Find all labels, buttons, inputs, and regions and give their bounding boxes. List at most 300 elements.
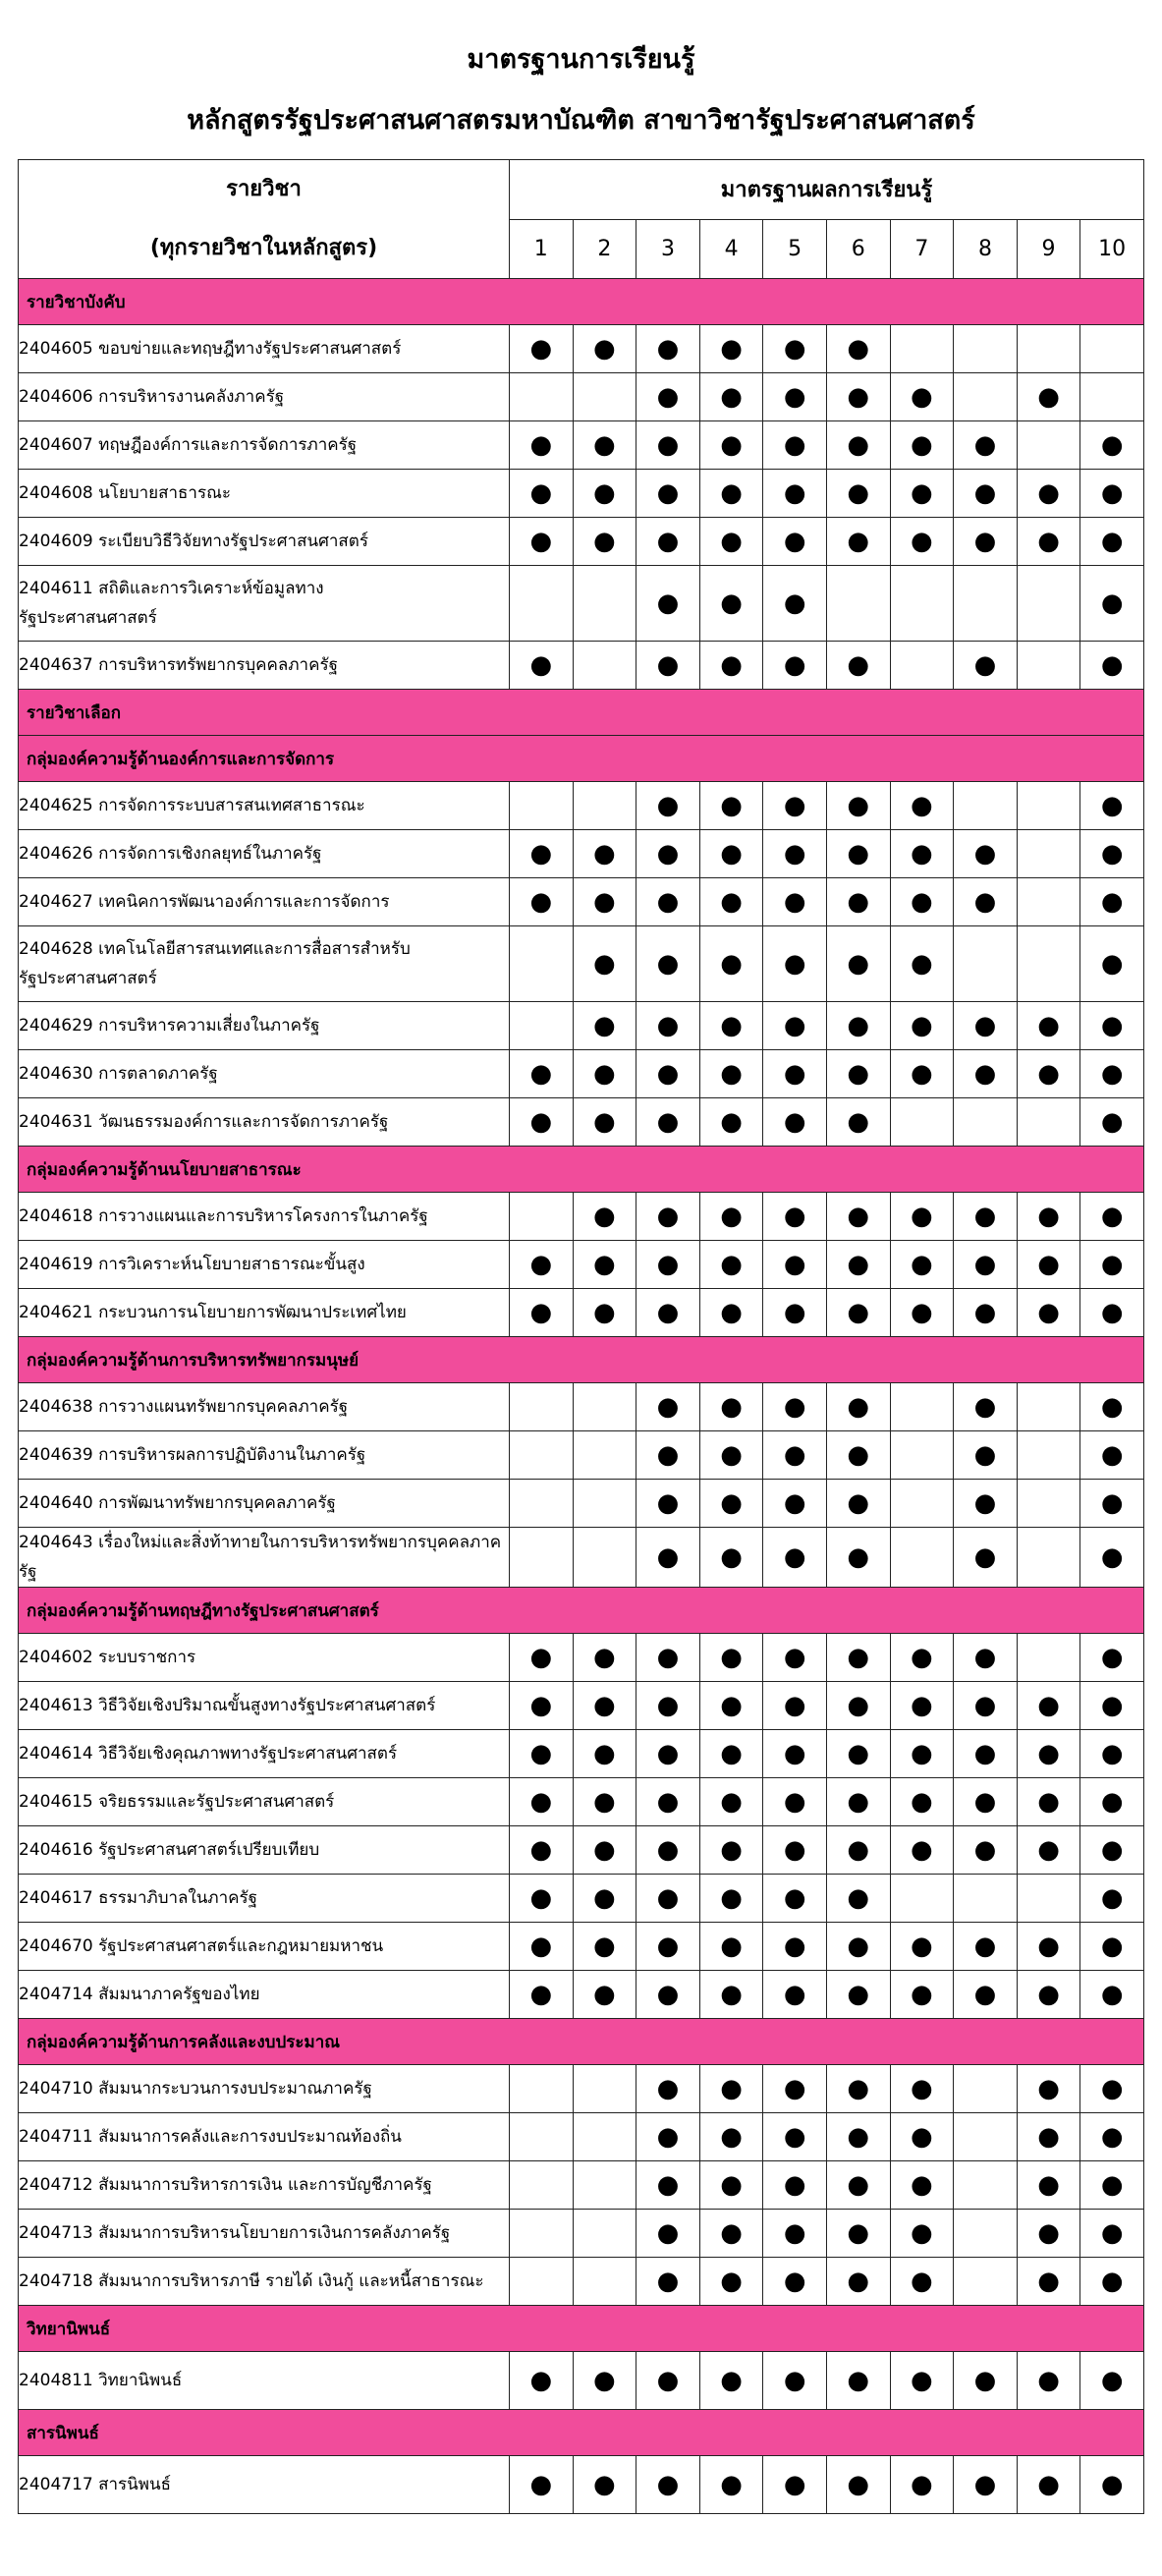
- course-name-line: 2404602 ระบบราชการ: [19, 1648, 196, 1667]
- standard-mark-dot: ●: [763, 1289, 827, 1337]
- course-row: [19, 421, 1144, 470]
- course-name-line: 2404625 การจัดการระบบสารสนเทศสาธารณะ: [19, 796, 365, 815]
- standard-mark-dot: ●: [954, 1050, 1018, 1098]
- standard-mark-dot: ●: [636, 1634, 700, 1682]
- standard-mark-dot: ●: [699, 2161, 763, 2210]
- course-row: [19, 1241, 1144, 1289]
- standard-mark-dot: ●: [1080, 1826, 1144, 1875]
- standard-mark-empty: [510, 373, 574, 421]
- standard-mark-dot: ●: [826, 2065, 890, 2113]
- standard-mark-dot: ●: [763, 518, 827, 566]
- standard-mark-dot: ●: [890, 518, 954, 566]
- course-row: [19, 470, 1144, 518]
- standard-mark-dot: ●: [763, 1682, 827, 1730]
- course-name: [19, 1002, 510, 1050]
- standard-mark-empty: [1017, 1875, 1080, 1923]
- course-row: [19, 2258, 1144, 2306]
- standard-mark-dot: ●: [573, 1634, 636, 1682]
- standard-mark-dot: ●: [763, 2258, 827, 2306]
- course-name: [19, 470, 510, 518]
- standard-mark-dot: ●: [1017, 1971, 1080, 2019]
- standard-mark-empty: [954, 782, 1018, 830]
- standard-mark-dot: ●: [699, 1289, 763, 1337]
- course-name: [19, 2456, 510, 2514]
- subject-column-header: [19, 160, 510, 279]
- standard-mark-empty: [510, 2113, 574, 2161]
- standard-mark-dot: ●: [890, 2210, 954, 2258]
- standard-mark-dot: ●: [699, 1098, 763, 1147]
- standard-mark-dot: ●: [636, 1730, 700, 1778]
- section-header-row: [19, 736, 1144, 782]
- course-row: [19, 1002, 1144, 1050]
- section-header-row: [19, 279, 1144, 325]
- course-name: [19, 1383, 510, 1431]
- standard-mark-dot: ●: [890, 373, 954, 421]
- course-name-line: 2404637 การบริหารทรัพยากรบุคคลภาครัฐ: [19, 655, 338, 675]
- standard-mark-dot: ●: [636, 470, 700, 518]
- standard-mark-dot: ●: [573, 2456, 636, 2514]
- standard-mark-dot: ●: [890, 1634, 954, 1682]
- standard-mark-empty: [890, 566, 954, 642]
- section-label: กลุ่มองค์ความรู้ด้านองค์การและการจัดการ: [19, 736, 1144, 782]
- course-name-line: 2404606 การบริหารงานคลังภาครัฐ: [19, 387, 285, 407]
- standard-mark-dot: ●: [636, 325, 700, 373]
- standard-mark-dot: ●: [826, 1480, 890, 1528]
- standard-mark-dot: ●: [890, 1826, 954, 1875]
- course-name-line: 2404640 การพัฒนาทรัพยากรบุคคลภาครัฐ: [19, 1493, 336, 1513]
- course-row: [19, 1383, 1144, 1431]
- standard-mark-dot: ●: [510, 1971, 574, 2019]
- standard-mark-dot: ●: [890, 2456, 954, 2514]
- standard-mark-dot: ●: [954, 1002, 1018, 1050]
- course-name: [19, 1241, 510, 1289]
- standard-mark-dot: ●: [573, 518, 636, 566]
- standard-mark-dot: ●: [890, 2113, 954, 2161]
- subject-header-line1: รายวิชา: [226, 177, 302, 201]
- standard-mark-dot: ●: [1080, 1682, 1144, 1730]
- standard-mark-dot: ●: [1080, 1002, 1144, 1050]
- standard-mark-dot: ●: [890, 1050, 954, 1098]
- course-name-line: 2404621 กระบวนการนโยบายการพัฒนาประเทศไทย: [19, 1303, 407, 1322]
- standard-mark-dot: ●: [890, 830, 954, 878]
- standard-mark-dot: ●: [573, 1971, 636, 2019]
- standard-mark-dot: ●: [763, 2113, 827, 2161]
- standard-mark-dot: ●: [1080, 782, 1144, 830]
- standard-mark-empty: [573, 2113, 636, 2161]
- standard-mark-dot: ●: [1080, 2456, 1144, 2514]
- standard-mark-dot: ●: [954, 830, 1018, 878]
- standard-mark-dot: ●: [510, 1289, 574, 1337]
- standard-mark-dot: ●: [1080, 1383, 1144, 1431]
- course-name: [19, 2210, 510, 2258]
- standard-mark-empty: [1017, 325, 1080, 373]
- course-name-line: 2404618 การวางแผนและการบริหารโครงการในภาครัฐ: [19, 1206, 428, 1226]
- standard-mark-dot: ●: [1017, 1923, 1080, 1971]
- section-header-row: [19, 1337, 1144, 1383]
- standard-mark-dot: ●: [826, 1098, 890, 1147]
- standard-mark-dot: ●: [636, 1241, 700, 1289]
- standard-mark-dot: ●: [890, 878, 954, 926]
- standard-mark-dot: ●: [1080, 2352, 1144, 2410]
- section-label: รายวิชาบังคับ: [19, 279, 1144, 325]
- standard-mark-dot: ●: [636, 2456, 700, 2514]
- standard-mark-empty: [954, 373, 1018, 421]
- standard-mark-dot: ●: [826, 2456, 890, 2514]
- standard-mark-dot: ●: [954, 1778, 1018, 1826]
- standard-mark-dot: ●: [510, 1241, 574, 1289]
- course-row: [19, 1875, 1144, 1923]
- standard-mark-empty: [826, 566, 890, 642]
- course-row: [19, 1098, 1144, 1147]
- standard-mark-dot: ●: [636, 2065, 700, 2113]
- standard-mark-dot: ●: [636, 1826, 700, 1875]
- course-name: [19, 1528, 510, 1588]
- standard-mark-dot: ●: [573, 830, 636, 878]
- standards-column-header: มาตรฐานผลการเรียนรู้: [510, 160, 1144, 220]
- section-label: กลุ่มองค์ความรู้ด้านนโยบายสาธารณะ: [19, 1147, 1144, 1193]
- standard-mark-dot: ●: [826, 518, 890, 566]
- standard-mark-dot: ●: [1080, 2065, 1144, 2113]
- standard-mark-empty: [954, 325, 1018, 373]
- standard-mark-dot: ●: [636, 2352, 700, 2410]
- standard-mark-dot: ●: [699, 1480, 763, 1528]
- standard-number-header: 2: [573, 219, 636, 279]
- standard-mark-dot: ●: [573, 1826, 636, 1875]
- standard-mark-empty: [1017, 1431, 1080, 1480]
- standard-number-header: 8: [954, 219, 1018, 279]
- course-name-line: 2404616 รัฐประศาสนศาสตร์เปรียบเทียบ: [19, 1840, 320, 1860]
- standard-mark-dot: ●: [636, 1098, 700, 1147]
- standard-mark-dot: ●: [1080, 2161, 1144, 2210]
- course-name: [19, 782, 510, 830]
- standard-mark-dot: ●: [636, 926, 700, 1002]
- course-row: [19, 830, 1144, 878]
- standard-mark-dot: ●: [636, 1193, 700, 1241]
- course-row: [19, 1431, 1144, 1480]
- course-name: [19, 1826, 510, 1875]
- standard-mark-dot: ●: [1080, 1241, 1144, 1289]
- standard-mark-empty: [1017, 1480, 1080, 1528]
- standard-mark-dot: ●: [510, 518, 574, 566]
- standard-mark-empty: [890, 1528, 954, 1588]
- standard-mark-dot: ●: [763, 373, 827, 421]
- standard-mark-dot: ●: [890, 1241, 954, 1289]
- standard-mark-dot: ●: [1080, 518, 1144, 566]
- standard-mark-dot: ●: [763, 566, 827, 642]
- standard-mark-dot: ●: [1017, 1193, 1080, 1241]
- standard-mark-dot: ●: [1080, 1528, 1144, 1588]
- standard-mark-empty: [954, 926, 1018, 1002]
- standard-mark-dot: ●: [699, 1778, 763, 1826]
- learning-standards-table: [18, 159, 1144, 2514]
- standard-mark-empty: [573, 1480, 636, 1528]
- page-subtitle: หลักสูตรรัฐประศาสนศาสตรมหาบัณฑิต สาขาวิชารัฐประศาสนศาสตร์: [187, 105, 975, 136]
- standard-mark-dot: ●: [699, 1528, 763, 1588]
- standard-mark-dot: ●: [763, 1923, 827, 1971]
- standard-mark-dot: ●: [1017, 2210, 1080, 2258]
- standard-mark-dot: ●: [1017, 2113, 1080, 2161]
- course-name-line: 2404630 การตลาดภาครัฐ: [19, 1064, 218, 1084]
- table-header-row: [19, 160, 1144, 220]
- standard-mark-dot: ●: [636, 1875, 700, 1923]
- standard-mark-dot: ●: [1080, 1050, 1144, 1098]
- standard-mark-empty: [510, 2258, 574, 2306]
- standard-mark-dot: ●: [763, 421, 827, 470]
- standard-mark-dot: ●: [954, 1971, 1018, 2019]
- standard-mark-dot: ●: [826, 373, 890, 421]
- standard-mark-dot: ●: [636, 566, 700, 642]
- standard-mark-dot: ●: [636, 1050, 700, 1098]
- standard-mark-dot: ●: [954, 470, 1018, 518]
- course-name: [19, 373, 510, 421]
- course-name-line: 2404628 เทคโนโลยีสารสนเทศและการสื่อสารสำหรับ: [19, 939, 411, 959]
- course-row: [19, 2352, 1144, 2410]
- standard-mark-dot: ●: [510, 878, 574, 926]
- standard-mark-dot: ●: [510, 1050, 574, 1098]
- standard-mark-dot: ●: [699, 782, 763, 830]
- course-row: [19, 2113, 1144, 2161]
- course-name-line: 2404611 สถิติและการวิเคราะห์ข้อมูลทาง: [19, 579, 324, 598]
- standard-mark-dot: ●: [1080, 830, 1144, 878]
- standard-mark-dot: ●: [826, 782, 890, 830]
- standard-mark-dot: ●: [1080, 566, 1144, 642]
- standard-mark-dot: ●: [826, 1634, 890, 1682]
- standard-mark-empty: [1080, 373, 1144, 421]
- course-name-line: 2404670 รัฐประศาสนศาสตร์และกฎหมายมหาชน: [19, 1936, 384, 1956]
- standard-mark-empty: [510, 926, 574, 1002]
- standard-mark-empty: [573, 566, 636, 642]
- standard-mark-dot: ●: [636, 1289, 700, 1337]
- standard-mark-dot: ●: [699, 1431, 763, 1480]
- standard-mark-dot: ●: [573, 2352, 636, 2410]
- standard-mark-dot: ●: [510, 642, 574, 690]
- standard-mark-dot: ●: [1017, 1050, 1080, 1098]
- course-row: [19, 2210, 1144, 2258]
- standard-mark-dot: ●: [699, 1241, 763, 1289]
- standard-mark-dot: ●: [890, 782, 954, 830]
- standard-mark-empty: [510, 2065, 574, 2113]
- standard-mark-dot: ●: [763, 2210, 827, 2258]
- standard-mark-empty: [510, 1193, 574, 1241]
- standard-mark-dot: ●: [1080, 1431, 1144, 1480]
- standard-mark-dot: ●: [954, 1193, 1018, 1241]
- standard-mark-dot: ●: [699, 325, 763, 373]
- standard-mark-dot: ●: [699, 830, 763, 878]
- standard-mark-dot: ●: [1017, 1289, 1080, 1337]
- standard-mark-empty: [573, 2065, 636, 2113]
- standard-mark-dot: ●: [763, 878, 827, 926]
- standard-mark-dot: ●: [826, 1826, 890, 1875]
- standard-mark-dot: ●: [636, 1480, 700, 1528]
- course-row: [19, 1050, 1144, 1098]
- standard-mark-dot: ●: [1080, 1480, 1144, 1528]
- standard-mark-dot: ●: [573, 325, 636, 373]
- standard-mark-dot: ●: [510, 1634, 574, 1682]
- standard-mark-dot: ●: [699, 1682, 763, 1730]
- standard-mark-dot: ●: [636, 2210, 700, 2258]
- standard-mark-dot: ●: [763, 1875, 827, 1923]
- standard-mark-dot: ●: [636, 2113, 700, 2161]
- standard-mark-dot: ●: [826, 1528, 890, 1588]
- standard-mark-dot: ●: [763, 1634, 827, 1682]
- standard-mark-dot: ●: [763, 1480, 827, 1528]
- standard-mark-dot: ●: [1017, 1826, 1080, 1875]
- course-name-line: 2404608 นโยบายสาธารณะ: [19, 483, 232, 503]
- standard-mark-dot: ●: [636, 2161, 700, 2210]
- course-row: [19, 1634, 1144, 1682]
- standard-mark-dot: ●: [1080, 1875, 1144, 1923]
- standard-mark-dot: ●: [826, 1682, 890, 1730]
- standard-mark-empty: [890, 1098, 954, 1147]
- standard-mark-dot: ●: [1080, 470, 1144, 518]
- standard-mark-dot: ●: [573, 1923, 636, 1971]
- standard-number-header: 4: [699, 219, 763, 279]
- standard-mark-dot: ●: [890, 1002, 954, 1050]
- standard-mark-dot: ●: [826, 421, 890, 470]
- standard-mark-dot: ●: [954, 878, 1018, 926]
- standard-mark-dot: ●: [1017, 2161, 1080, 2210]
- course-name: [19, 1875, 510, 1923]
- standard-mark-dot: ●: [763, 325, 827, 373]
- standard-mark-dot: ●: [1080, 926, 1144, 1002]
- course-name-line: 2404718 สัมมนาการบริหารภาษี รายได้ เงินกู้ และหนี้สาธารณะ: [19, 2271, 484, 2291]
- standard-mark-empty: [890, 325, 954, 373]
- standard-mark-dot: ●: [573, 1289, 636, 1337]
- section-label: กลุ่มองค์ความรู้ด้านทฤษฎีทางรัฐประศาสนศาสตร์: [19, 1588, 1144, 1634]
- standard-mark-dot: ●: [573, 1241, 636, 1289]
- course-name: [19, 1098, 510, 1147]
- standard-mark-dot: ●: [699, 421, 763, 470]
- standard-mark-dot: ●: [1080, 1098, 1144, 1147]
- standard-mark-empty: [890, 1383, 954, 1431]
- standard-mark-dot: ●: [826, 1002, 890, 1050]
- standard-mark-dot: ●: [763, 1528, 827, 1588]
- standard-mark-dot: ●: [510, 421, 574, 470]
- standard-mark-empty: [954, 2258, 1018, 2306]
- standard-mark-empty: [573, 373, 636, 421]
- course-name: [19, 830, 510, 878]
- standard-mark-dot: ●: [763, 1193, 827, 1241]
- standard-mark-empty: [510, 1431, 574, 1480]
- standard-mark-dot: ●: [890, 1682, 954, 1730]
- standard-mark-dot: ●: [954, 2352, 1018, 2410]
- standard-mark-dot: ●: [890, 1971, 954, 2019]
- standard-mark-dot: ●: [954, 1289, 1018, 1337]
- standard-mark-dot: ●: [763, 1971, 827, 2019]
- course-name: [19, 2113, 510, 2161]
- standard-mark-dot: ●: [890, 1193, 954, 1241]
- course-name: [19, 1050, 510, 1098]
- standard-mark-empty: [890, 1875, 954, 1923]
- standard-mark-dot: ●: [699, 642, 763, 690]
- standard-mark-dot: ●: [763, 1778, 827, 1826]
- standard-mark-dot: ●: [636, 1682, 700, 1730]
- course-name-line: 2404710 สัมมนากระบวนการงบประมาณภาครัฐ: [19, 2079, 372, 2099]
- standard-mark-dot: ●: [763, 1002, 827, 1050]
- standard-mark-empty: [954, 2113, 1018, 2161]
- standard-mark-dot: ●: [826, 1778, 890, 1826]
- standard-mark-dot: ●: [826, 1193, 890, 1241]
- course-name-line: 2404643 เรื่องใหม่และสิ่งท้าทายในการบริหารทรัพยากรบุคคลภาครัฐ: [19, 1533, 502, 1582]
- standard-mark-dot: ●: [573, 1002, 636, 1050]
- standard-mark-dot: ●: [699, 2065, 763, 2113]
- standard-mark-dot: ●: [1080, 878, 1144, 926]
- standard-mark-empty: [573, 2210, 636, 2258]
- course-row: [19, 566, 1144, 642]
- standard-mark-dot: ●: [954, 1634, 1018, 1682]
- course-name-line: 2404638 การวางแผนทรัพยากรบุคคลภาครัฐ: [19, 1397, 349, 1417]
- standard-mark-dot: ●: [826, 878, 890, 926]
- standard-mark-dot: ●: [954, 1383, 1018, 1431]
- course-name: [19, 1682, 510, 1730]
- standard-mark-dot: ●: [763, 470, 827, 518]
- standard-mark-dot: ●: [699, 2210, 763, 2258]
- course-name-line: 2404629 การบริหารความเสี่ยงในภาครัฐ: [19, 1016, 320, 1036]
- standard-mark-dot: ●: [1080, 1923, 1144, 1971]
- standard-mark-empty: [1017, 1098, 1080, 1147]
- course-name-line: รัฐประศาสนศาสตร์: [19, 969, 157, 988]
- section-header-row: [19, 690, 1144, 736]
- course-row: [19, 373, 1144, 421]
- course-row: [19, 782, 1144, 830]
- standard-mark-empty: [573, 2161, 636, 2210]
- standard-mark-dot: ●: [954, 1241, 1018, 1289]
- course-name-line: 2404712 สัมมนาการบริหารการเงิน และการบัญชีภาครัฐ: [19, 2175, 432, 2195]
- standard-mark-dot: ●: [699, 878, 763, 926]
- section-header-row: [19, 2410, 1144, 2456]
- standard-mark-empty: [1017, 878, 1080, 926]
- standard-mark-dot: ●: [890, 421, 954, 470]
- standard-mark-dot: ●: [1017, 1241, 1080, 1289]
- course-name: [19, 421, 510, 470]
- standard-mark-empty: [954, 2210, 1018, 2258]
- subject-header-line2: (ทุกรายวิชาในหลักสูตร): [149, 236, 378, 260]
- course-name-line: 2404607 ทฤษฎีองค์การและการจัดการภาครัฐ: [19, 435, 358, 455]
- standard-mark-dot: ●: [573, 878, 636, 926]
- standard-mark-empty: [1017, 926, 1080, 1002]
- standard-mark-dot: ●: [890, 470, 954, 518]
- standard-mark-dot: ●: [636, 518, 700, 566]
- standard-number-header: 6: [826, 219, 890, 279]
- standard-mark-empty: [510, 2210, 574, 2258]
- course-name-line: รัฐประศาสนศาสตร์: [19, 608, 157, 628]
- standard-mark-dot: ●: [826, 470, 890, 518]
- standard-mark-dot: ●: [763, 2352, 827, 2410]
- standard-number-header: 9: [1017, 219, 1080, 279]
- standard-mark-dot: ●: [826, 1431, 890, 1480]
- course-name: [19, 878, 510, 926]
- standard-mark-dot: ●: [636, 1431, 700, 1480]
- standard-mark-empty: [1080, 325, 1144, 373]
- course-name: [19, 2258, 510, 2306]
- standard-mark-dot: ●: [1080, 1634, 1144, 1682]
- standard-mark-dot: ●: [1017, 1778, 1080, 1826]
- course-name: [19, 642, 510, 690]
- standard-mark-empty: [1017, 830, 1080, 878]
- standard-mark-dot: ●: [954, 421, 1018, 470]
- section-header-row: [19, 2019, 1144, 2065]
- standard-mark-dot: ●: [1080, 1971, 1144, 2019]
- standard-mark-empty: [573, 2258, 636, 2306]
- standard-mark-dot: ●: [1017, 2456, 1080, 2514]
- standard-mark-dot: ●: [763, 926, 827, 1002]
- standard-mark-dot: ●: [510, 1923, 574, 1971]
- standard-mark-dot: ●: [510, 1826, 574, 1875]
- standard-mark-dot: ●: [699, 2113, 763, 2161]
- standard-mark-dot: ●: [890, 2352, 954, 2410]
- standard-number-header: 10: [1080, 219, 1144, 279]
- standard-mark-dot: ●: [763, 1050, 827, 1098]
